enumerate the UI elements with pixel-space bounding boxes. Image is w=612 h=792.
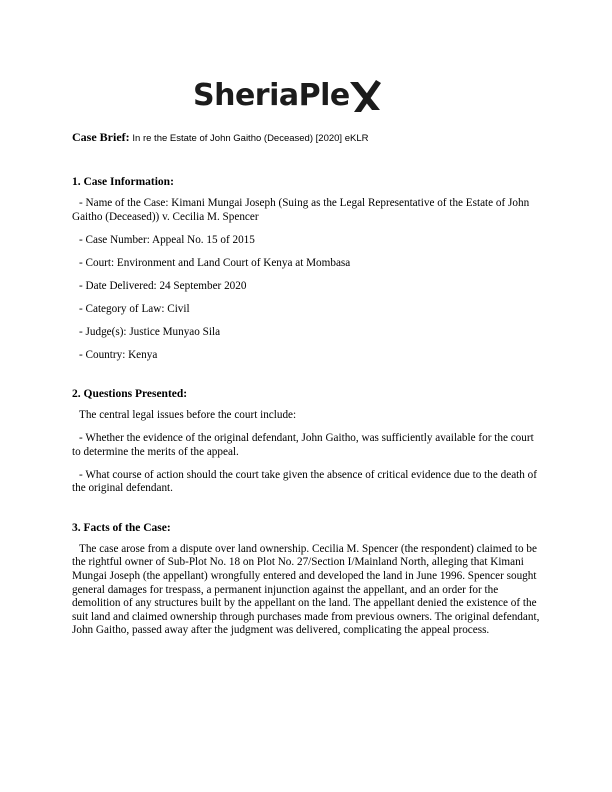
section-heading: 3. Facts of the Case: [72, 521, 171, 534]
case-info-judges: - Judge(s): Justice Munyao Sila [79, 325, 221, 338]
case-info-number: - Case Number: Appeal No. 15 of 2015 [79, 233, 255, 246]
facts-paragraph: The case arose from a dispute over land ownership. Cecilia M. Spencer (the respondent) claimed to be the rightful owner of Sub-Plot No. 18 on Plot No. 27/Section I/Mainland North, alleging that Kimani Mungai Joseph (the appellant) wrongfully entered and developed the land in June 1996. Spencer sought general damages for trespass, a permanent injunction against the appellant, and an order for the demolition of any structures built by the appellant on the land. The appellant denied the existence of the suit land and claimed ownership through purchases made from previous owners. The original defendant, John Gaitho, passed away after the judgment was delivered, complicating the appeal process. [72, 542, 540, 637]
case-brief-title: In re the Estate of John Gaitho (Deceased) [2020] eKLR [132, 133, 369, 144]
section-facts-of-case [72, 522, 544, 638]
section-questions-presented [72, 388, 544, 496]
question-item: - Whether the evidence of the original defendant, John Gaitho, was sufficiently available for the court to determine the merits of the appeal. [72, 432, 534, 458]
section-case-information [72, 176, 544, 362]
case-brief-line [72, 130, 368, 145]
case-info-court: - Court: Environment and Land Court of Kenya at Mombasa [79, 256, 351, 269]
x-mark-logo-icon [349, 79, 381, 113]
questions-intro: The central legal issues before the court include: [79, 409, 297, 422]
question-item: - What course of action should the court take given the absence of critical evidence due to the death of the original defendant. [72, 468, 537, 495]
case-brief-label: Case Brief: [72, 130, 130, 144]
section-heading: 2. Questions Presented: [72, 388, 188, 401]
case-info-date: - Date Delivered: 24 September 2020 [79, 279, 247, 292]
case-info-category: - Category of Law: Civil [79, 302, 190, 315]
sheriaplex-logo [193, 76, 381, 116]
section-heading: 1. Case Information: [72, 176, 174, 188]
case-info-name: - Name of the Case: Kimani Mungai Joseph (Suing as the Legal Representative of the Estate of John Gaitho (Deceased)) v. Cecilia M. Spencer [72, 197, 530, 223]
document-body [72, 176, 544, 664]
case-info-country: - Country: Kenya [79, 348, 158, 361]
logo-brand-text: SheriaPle [193, 78, 350, 113]
